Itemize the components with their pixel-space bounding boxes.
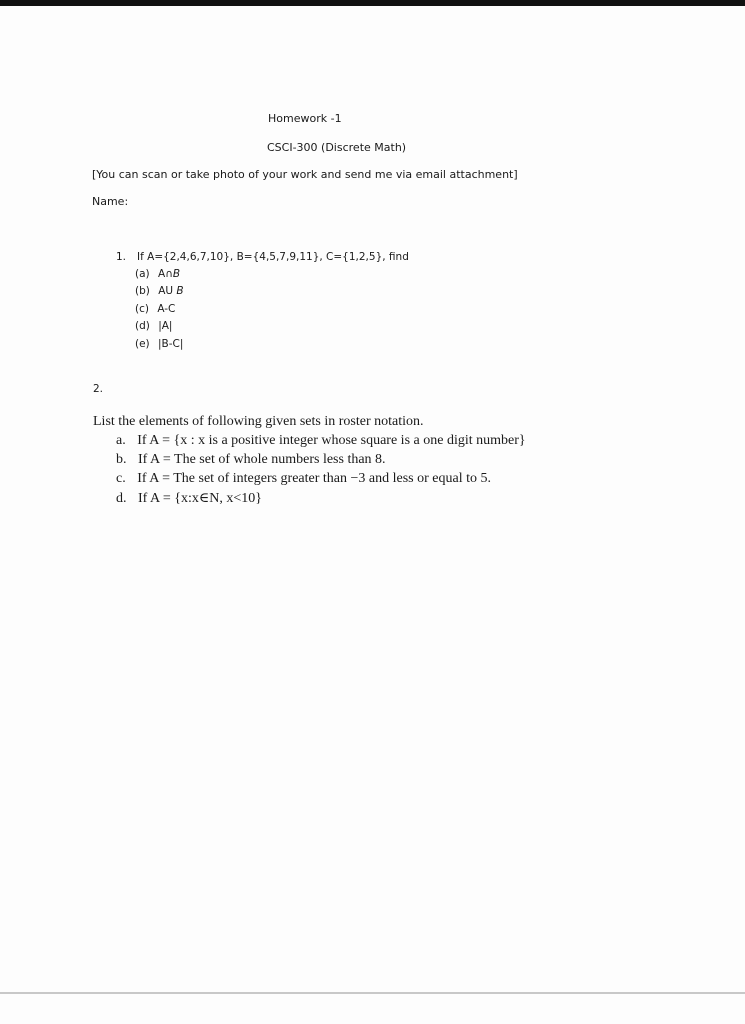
q1-part-b bbox=[135, 285, 184, 297]
q1-part-label: (d) bbox=[135, 320, 150, 332]
q2-part-text: If A = The set of whole numbers less than 8. bbox=[138, 452, 386, 467]
q1-number: 1. bbox=[116, 251, 127, 263]
q2-part-text: If A = {x : x is a positive integer whose square is a one digit number} bbox=[137, 433, 526, 448]
q1-part-a bbox=[135, 268, 180, 280]
q1-part-text: A∩ bbox=[157, 268, 173, 280]
q1-part-var: B bbox=[176, 285, 184, 297]
scan-edge-top bbox=[0, 0, 745, 6]
q1-part-text: A-C bbox=[157, 303, 176, 315]
doc-title: Homework -1 bbox=[268, 112, 342, 125]
q2-part-d bbox=[116, 490, 262, 507]
q2-part-a bbox=[116, 433, 526, 449]
q1-part-label: (c) bbox=[135, 303, 149, 315]
q2-part-label: b. bbox=[116, 452, 127, 467]
q2-number: 2. bbox=[93, 383, 104, 395]
q1-part-var: B bbox=[172, 268, 181, 280]
q1-part-label: (b) bbox=[135, 285, 150, 297]
q2-part-text: If A = The set of integers greater than −3 and less or equal to 5. bbox=[137, 471, 491, 486]
name-label: Name: bbox=[92, 195, 129, 208]
q2-part-b bbox=[116, 452, 386, 468]
q2-part-label: c. bbox=[116, 471, 126, 486]
q2-part-label: d. bbox=[116, 491, 127, 506]
scan-edge-bottom bbox=[0, 992, 745, 994]
q1-part-label: (a) bbox=[135, 268, 150, 280]
q1-part-text: AU bbox=[158, 285, 177, 297]
q2-part-c bbox=[116, 471, 491, 487]
q1-part-c bbox=[135, 303, 175, 315]
q1-part-text: |A| bbox=[158, 320, 173, 332]
q1-prompt: If A={2,4,6,7,10}, B={4,5,7,9,11}, C={1,2,5}, find bbox=[137, 251, 409, 263]
instructions: [You can scan or take photo of your work and send me via email attachment] bbox=[92, 168, 518, 181]
q1-part-label: (e) bbox=[135, 338, 150, 350]
q2-part-text: If A = {x:x∈N, x<10} bbox=[138, 491, 262, 506]
q1-part-d bbox=[135, 320, 172, 332]
course-title: CSCI-300 (Discrete Math) bbox=[267, 141, 407, 154]
q1-part-text: |B-C| bbox=[158, 338, 184, 350]
q2-prompt: List the elements of following given sets in roster notation. bbox=[93, 414, 424, 429]
q1-part-e bbox=[135, 338, 183, 350]
q2-part-label: a. bbox=[116, 433, 126, 448]
